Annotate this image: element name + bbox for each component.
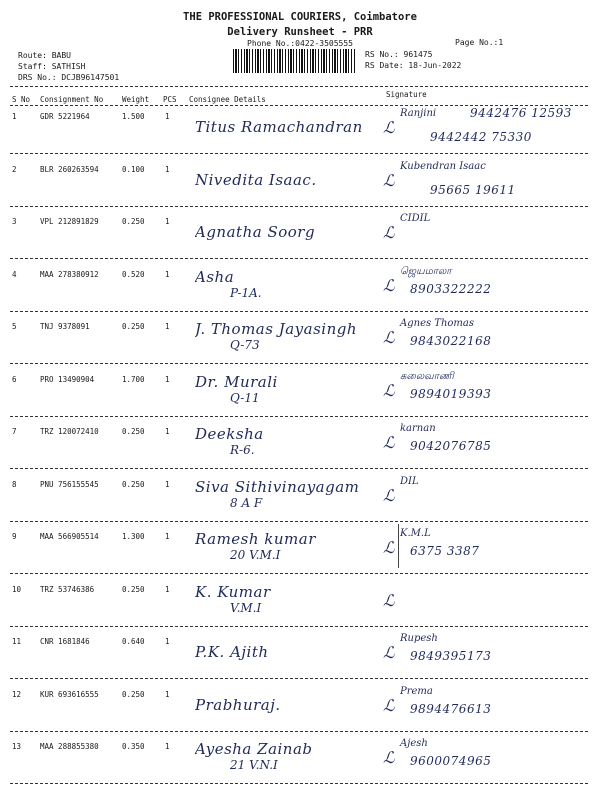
consignee-name: Titus Ramachandran — [195, 118, 363, 136]
signature-phone: 8903322222 — [410, 281, 492, 296]
row-weight: 0.520 — [122, 269, 145, 279]
rs-number: RS No.: 961475 — [365, 50, 433, 59]
row-pcs: 1 — [165, 689, 170, 699]
row-consignment-no: BLR 260263594 — [40, 164, 99, 174]
row-sno: 2 — [12, 164, 17, 174]
row-weight: 0.250 — [122, 479, 145, 489]
row-weight: 1.300 — [122, 532, 145, 541]
row-weight: 0.250 — [122, 689, 145, 699]
col-consignee: Consignee Details — [189, 95, 266, 104]
header-divider-top — [10, 86, 588, 87]
row-consignment-no: TRZ 120072410 — [40, 427, 99, 436]
row-pcs: 1 — [165, 532, 170, 541]
signature-mark: ℒ — [383, 643, 395, 662]
row-pcs: 1 — [165, 742, 170, 751]
signature-mark: ℒ — [383, 433, 395, 452]
row-pcs: 1 — [165, 322, 170, 331]
signature-mark: ℒ — [383, 590, 395, 610]
consignee-address: Q-73 — [230, 338, 260, 352]
row-divider — [10, 731, 588, 732]
signature-name: karnan — [400, 423, 436, 434]
row-consignment-no: MAA 566905514 — [40, 532, 99, 541]
col-consignment: Consignment No — [40, 95, 104, 104]
row-pcs: 1 — [165, 479, 170, 489]
row-divider — [10, 521, 588, 522]
consignee-name: P.K. Ajith — [195, 643, 269, 661]
row-weight: 0.640 — [122, 637, 145, 646]
signature-phone: 9894019393 — [410, 386, 492, 401]
signature-name: Agnes Thomas — [400, 318, 474, 329]
signature-phone: 6375 3387 — [410, 544, 480, 558]
signature-name: CIDIL — [400, 213, 431, 224]
route-label: Route: BABU — [18, 51, 71, 60]
signature-phone: 9894476613 — [410, 701, 492, 716]
signature-mark: ℒ — [383, 538, 395, 557]
row-divider — [10, 258, 588, 259]
consignee-name: Nivedita Isaac. — [195, 170, 317, 189]
row-sno: 11 — [12, 637, 22, 646]
row-pcs: 1 — [165, 112, 170, 121]
phone-number: Phone No.:0422-3505555 — [247, 39, 353, 48]
row-sno: 12 — [12, 689, 22, 699]
rs-date: RS Date: 18-Jun-2022 — [365, 61, 462, 70]
consignee-name: Prabhuraj. — [195, 695, 281, 714]
consignee-name: Ramesh kumar — [195, 530, 316, 548]
row-consignment-no: KUR 693616555 — [40, 689, 99, 699]
consignee-address: P-1A. — [230, 285, 262, 300]
page-number: Page No.:1 — [455, 38, 504, 47]
signature-name: Rupesh — [400, 633, 438, 644]
row-sno: 5 — [12, 322, 17, 331]
consignee-name: Deeksha — [195, 425, 264, 443]
signature-mark: ℒ — [383, 118, 395, 137]
signature-mark: ℒ — [383, 328, 395, 347]
row-consignment-no: MAA 278380912 — [40, 269, 99, 279]
row-weight: 0.250 — [122, 427, 145, 436]
row-pcs: 1 — [165, 637, 170, 646]
consignee-name: K. Kumar — [195, 582, 271, 601]
row-sno: 3 — [12, 217, 17, 226]
row-consignment-no: PNU 756155545 — [40, 479, 99, 489]
consignee-address: V.M.I — [230, 600, 262, 615]
signature-mark: ℒ — [383, 695, 395, 715]
row-sno: 9 — [12, 532, 17, 541]
signature-name: கலைவாணி — [400, 370, 454, 382]
consignee-address: 20 V.M.I — [230, 548, 281, 562]
row-consignment-no: VPL 212891829 — [40, 217, 99, 226]
row-divider — [10, 363, 588, 364]
row-sno: 1 — [12, 112, 17, 121]
row-pcs: 1 — [165, 217, 170, 226]
row-weight: 1.500 — [122, 112, 145, 121]
col-pcs: PCS — [163, 95, 177, 104]
signature-phone: 9042076785 — [410, 439, 492, 453]
staff-label: Staff: SATHISH — [18, 62, 86, 71]
row-weight: 0.250 — [122, 322, 145, 331]
barcode — [233, 49, 355, 73]
signature-mark: ℒ — [383, 170, 395, 190]
signature-phone: 9843022168 — [410, 334, 492, 348]
row-sno: 6 — [12, 374, 17, 384]
consignee-address: 8 A F — [230, 495, 263, 510]
consignee-name: J. Thomas Jayasingh — [195, 320, 358, 338]
consignee-address: R-6. — [230, 443, 255, 457]
row-sno: 4 — [12, 269, 17, 279]
signature-phone: 9849395173 — [410, 649, 492, 663]
company-title: THE PROFESSIONAL COURIERS, Coimbatore — [183, 11, 417, 23]
row-consignment-no: MAA 288855380 — [40, 742, 99, 751]
signature-phone: 9442476 12593 — [470, 106, 572, 120]
row-pcs: 1 — [165, 427, 170, 436]
row-pcs: 1 — [165, 269, 170, 279]
consignee-address: 21 V.N.I — [230, 758, 278, 772]
row-pcs: 1 — [165, 164, 170, 174]
signature-name: K.M.L — [400, 528, 431, 539]
consignee-name: Asha — [195, 267, 235, 286]
row-divider — [10, 416, 588, 417]
row-weight: 0.250 — [122, 217, 145, 226]
signature-name: Ranjini — [400, 108, 437, 119]
row-sno: 13 — [12, 742, 22, 751]
signature-mark: ℒ — [383, 748, 395, 767]
col-weight: Weight — [122, 95, 150, 104]
row-divider — [10, 153, 588, 154]
signature-phone-2: 9442442 75330 — [430, 130, 532, 144]
row-weight: 0.350 — [122, 742, 145, 751]
consignee-name: Agnatha Soorg — [195, 223, 316, 241]
signature-mark: ℒ — [383, 223, 395, 242]
col-sno: S No — [12, 95, 31, 104]
row-divider — [10, 678, 588, 679]
signature-name: ஜெயமாலா — [400, 265, 452, 277]
row-consignment-no: TRZ 53746386 — [40, 584, 95, 594]
row-divider — [10, 626, 588, 627]
row-divider — [10, 206, 588, 207]
row-divider — [10, 311, 588, 312]
row-consignment-no: PRO 13490904 — [40, 374, 95, 384]
signature-name: Kubendran Isaac — [400, 160, 486, 172]
signature-mark: ℒ — [383, 380, 395, 400]
row-divider — [10, 468, 588, 469]
signature-phone-2: 95665 19611 — [430, 182, 516, 197]
row-consignment-no: TNJ 9378091 — [40, 322, 90, 331]
row-pcs: 1 — [165, 584, 170, 594]
consignee-name: Siva Sithivinayagam — [195, 477, 360, 496]
consignee-name: Dr. Murali — [195, 372, 278, 391]
row-pcs: 1 — [165, 374, 170, 384]
row-divider — [10, 783, 588, 784]
row-consignment-no: GDR 5221964 — [40, 112, 90, 121]
consignee-address: Q-11 — [230, 390, 260, 405]
consignee-name: Ayesha Zainab — [195, 740, 313, 758]
signature-mark: ℒ — [383, 485, 395, 505]
signature-mark: ℒ — [383, 275, 395, 295]
col-signature: Signature — [386, 90, 427, 99]
row-weight: 0.250 — [122, 584, 145, 594]
runsheet-title: Delivery Runsheet - PRR — [227, 26, 373, 38]
signature-phone: 9600074965 — [410, 754, 492, 768]
row-weight: 0.100 — [122, 164, 145, 174]
signature-name: Prema — [400, 685, 433, 697]
signature-name: Ajesh — [400, 738, 428, 749]
row-consignment-no: CNR 1681846 — [40, 637, 90, 646]
signature-bracket — [398, 524, 399, 568]
signature-name: DIL — [400, 475, 419, 487]
drs-number: DRS No.: DCJB96147501 — [18, 73, 120, 82]
row-sno: 8 — [12, 479, 17, 489]
row-sno: 10 — [12, 584, 22, 594]
row-weight: 1.700 — [122, 374, 145, 384]
row-divider — [10, 573, 588, 574]
row-sno: 7 — [12, 427, 17, 436]
